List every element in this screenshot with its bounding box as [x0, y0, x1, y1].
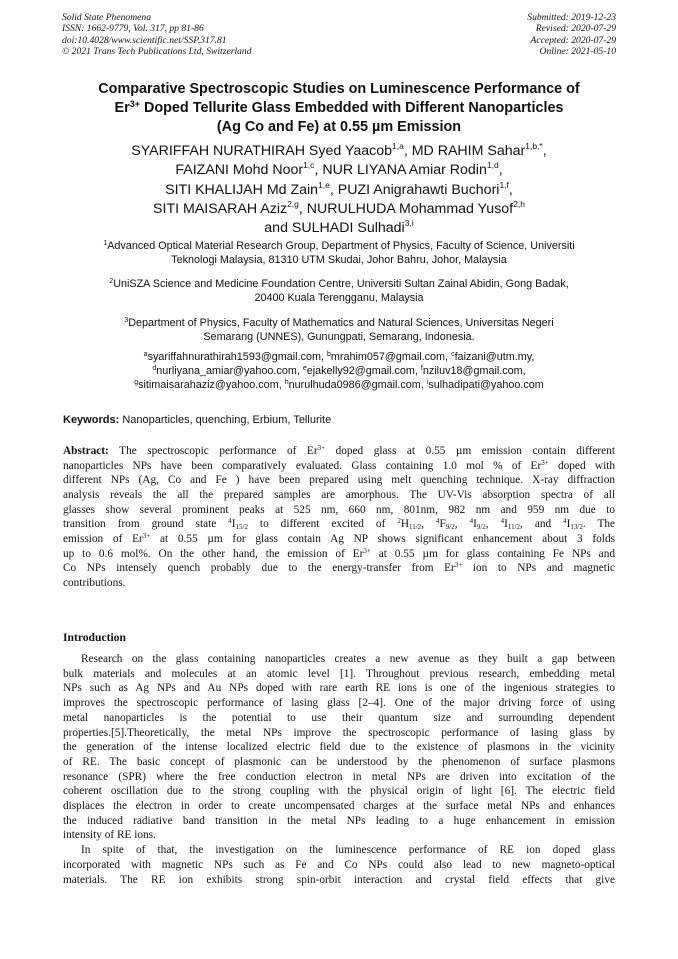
intro-line: Research on the glass containing nanoparticles creates a new avenue as they built a gap between: [81, 653, 615, 665]
author-name: SYARIFFAH NURATHIRAH Syed Yaacob: [131, 143, 392, 159]
affiliation-text: UniSZA Science and Medicine Foundation Centre, Universiti Sultan Zainal Abidin, Gong Badak,: [113, 278, 569, 290]
author-affiliation: 2,g: [287, 198, 299, 209]
abstract-line: [63, 459, 615, 474]
author-and: and: [264, 220, 292, 237]
abstract-line: contributions.: [63, 576, 126, 589]
email-link[interactable]: sulhadipati@yahoo.com: [428, 379, 544, 392]
title-line-2: [40, 99, 638, 118]
ion-charge: 3+: [363, 546, 371, 555]
abstract-line: [63, 547, 615, 562]
author-line-2: [40, 161, 638, 180]
affiliation-text: Department of Physics, Faculty of Mathematics and Natural Sciences, Universitas Negeri: [128, 317, 554, 329]
journal-name: Solid State Phenomena: [62, 12, 151, 23]
ion-charge: 3+: [541, 458, 549, 467]
abstract-text: ,: [421, 518, 436, 531]
affiliation-number: 1: [103, 240, 108, 247]
keywords-label: Keywords:: [63, 414, 120, 426]
affiliation-line: Teknologi Malaysia, 81310 UTM Skudai, Johor Bahru, Johor, Malaysia: [171, 254, 507, 267]
abstract-line: [63, 444, 615, 459]
affiliation-number: 2: [109, 278, 114, 285]
affiliation-line: Semarang (UNNES), Gunungpati, Semarang, Indonesia.: [203, 331, 475, 344]
title-mu: µ: [372, 119, 381, 135]
intro-line: coherent oscillation due to the strong coupling with the physical origin of light [6]. The electric field: [63, 785, 615, 798]
affiliation-3: [40, 316, 638, 344]
email-key: d: [152, 365, 157, 373]
intro-line: of RE. The basic concept of plasmonic can be understood by the phenomenon of surface plasmons: [63, 755, 615, 768]
author-line-1: [40, 142, 638, 161]
author-name: MD RAHIM Sahar: [411, 143, 526, 159]
section-heading-introduction: Introduction: [63, 631, 126, 644]
author-affiliation: 1,c: [303, 160, 315, 171]
abstract-text: ion to NPs and magnetic: [462, 562, 615, 575]
ion-charge: 3+: [317, 444, 326, 452]
term-multiplicity: 4: [436, 517, 440, 526]
submission-dates: [527, 12, 616, 57]
ion-charge: 3+: [454, 561, 463, 570]
author-separator: ,: [508, 181, 513, 198]
abstract-text: at 0.55: [370, 547, 423, 560]
email-key: a: [143, 351, 148, 358]
term-multiplicity: 4: [563, 517, 567, 526]
journal-doi[interactable]: doi:10.4028/www.scientific.net/SSP.317.81: [62, 34, 227, 46]
affiliation-2: [40, 277, 638, 305]
date-revised: Revised: 2020-07-29: [535, 23, 616, 35]
author-separator: ,: [314, 162, 323, 179]
abstract-text: m for glass contain Ag NP shows significant enhancement about 3 folds: [213, 532, 615, 545]
abstract-line: glasses show several prominent peaks at 525 nm, 660 nm, 801nm, 982 nm and 959 nm due to: [63, 503, 615, 516]
term-symbol: I: [231, 518, 236, 531]
abstract-text: doped glass at 0.55: [325, 445, 456, 457]
abstract-text: nanoparticles NPs have been comparatively evaluated. Glass containing 1.0 mol % of Er: [63, 459, 542, 472]
abstract-text: The spectroscopic performance of Er: [119, 445, 318, 457]
intro-line: NPs such as Ag NPs and Au NPs doped with rare earth RE ions is one of the ingenious strategies to: [63, 682, 615, 695]
term-symbol: I: [504, 518, 508, 531]
term-j: 15/2: [235, 523, 248, 532]
author-line-3: [40, 181, 638, 200]
affiliation-line: [40, 277, 638, 291]
abstract-label: Abstract:: [63, 445, 109, 457]
email-link[interactable]: sitimaisarahaziz@yahoo.com: [138, 379, 279, 392]
author-separator: ,: [329, 181, 338, 198]
abstract: [63, 444, 615, 591]
term-symbol: F: [439, 518, 446, 531]
term-j: 11/2: [409, 523, 422, 532]
author-name: NURULHUDA Mohammad Yusof: [306, 200, 514, 217]
abstract-text: ,: [485, 518, 501, 531]
affiliation-1: [40, 239, 638, 267]
intro-line: the generation of the intense localized electric field due to the existence of plasmons in the vicinity: [63, 741, 615, 754]
mu-symbol: µ: [422, 547, 429, 560]
author-separator: ,: [542, 143, 547, 159]
abstract-line: [63, 517, 615, 532]
email-line-1: $^a$syariffahnurathirah1593@gmail.com, $^b$mrahim057@gmail.com, $^c$faizani@utm.my,: [143, 351, 535, 363]
email-key: c: [451, 351, 455, 358]
term-j: 9/2: [476, 523, 486, 532]
author-affiliation: 2,h: [513, 198, 525, 209]
author-affiliation: 1,b,*: [525, 141, 543, 151]
email-list: [40, 350, 638, 393]
author-affiliation: 1,e: [318, 179, 330, 190]
email-link[interactable]: ejakelly92@gmail.com: [306, 365, 415, 378]
email-link[interactable]: faizani@utm.my: [454, 351, 532, 363]
email-line-3: $^g$sitimaisarahaziz@yahoo.com, $^h$nurulhuda0986@gmail.com, $^i$sulhadipati@yahoo.com: [134, 379, 544, 392]
intro-line: intensity of RE ions.: [63, 829, 156, 842]
abstract-text: ,: [454, 518, 470, 531]
email-key: g: [134, 379, 139, 387]
intro-line: bulk materials and molecules at an atomic level [1]. Throughout previous research, embedding metal: [63, 667, 615, 680]
abstract-line: analysis reveals the all the prepared samples are amorphous. The UV-Vis absorption spectra of all: [63, 488, 615, 501]
intro-line: materials. The RE ion exhibits strong spin-orbit interaction and crystal field effects that give: [63, 873, 615, 886]
abstract-text: to different excited of: [247, 518, 398, 531]
date-online: Online: 2021-05-10: [539, 45, 616, 57]
term-multiplicity: 4: [228, 517, 232, 526]
affiliation-line: [40, 316, 638, 330]
intro-line: resonance (SPR) where the free conduction electron in metal NPs are driven into excitation of the: [63, 770, 615, 783]
keywords-text: Nanoparticles, quenching, Erbium, Tellurite: [122, 414, 332, 426]
term-j: 11/2: [507, 523, 521, 532]
ion-charge: 3+: [142, 531, 151, 540]
email-key: i: [426, 379, 429, 387]
title-ion: Er: [114, 100, 130, 116]
author-separator: ,: [403, 143, 412, 159]
intro-line: improves the spectroscopic performance of lasing glass [2–4]. One of the major driving force of using: [63, 697, 615, 710]
email-link[interactable]: nurulhuda0986@gmail.com: [288, 379, 421, 392]
term-symbol: H: [400, 518, 409, 531]
email-link[interactable]: syariffahnurathirah1593@gmail.com: [147, 351, 321, 363]
term-multiplicity: 4: [469, 517, 474, 526]
author-affiliation: 1,a: [392, 141, 404, 151]
date-submitted: Submitted: 2019-12-23: [527, 12, 616, 23]
email-link[interactable]: nurliyana_amiar@yahoo.com: [156, 365, 297, 378]
affiliation-text: Advanced Optical Material Research Group, Department of Physics, Faculty of Science, Universiti: [107, 240, 575, 252]
term-symbol: I: [566, 518, 571, 531]
term-j: 9/2: [445, 523, 455, 532]
title-ion-charge: 3+: [129, 99, 140, 109]
intro-line: properties.[5].Theoretically, the metal NPs improve the spectroscopic performance of lasing glass by: [63, 726, 615, 739]
author-name: PUZI Anigrahawti Buchori: [337, 181, 500, 198]
title-line-1: Comparative Spectroscopic Studies on Luminescence Performance of: [98, 81, 580, 97]
author-separator: ,: [298, 200, 307, 217]
affiliation-line: 20400 Kuala Terengganu, Malaysia: [254, 292, 424, 305]
email-key: b: [326, 351, 331, 358]
term-j: 13/2: [570, 523, 583, 532]
date-accepted: Accepted: 2020-07-29: [530, 34, 616, 46]
author-separator: ,: [498, 162, 503, 179]
author-affiliation: 3,i: [404, 218, 414, 229]
abstract-text: m for glass containing Fe NPs and: [428, 547, 615, 560]
intro-line: the induced radiative band transition in the metal NPs leading to a huge enhancement in emission: [63, 814, 615, 827]
abstract-text: , and: [520, 518, 564, 531]
affiliation-number: 3: [124, 317, 129, 324]
title-line-3-b: m Emission: [380, 119, 462, 135]
email-key: h: [284, 379, 289, 387]
email-link[interactable]: mrahim057@gmail.com: [330, 351, 446, 363]
affiliation-line: [40, 239, 638, 253]
author-name: NUR LIYANA Amiar Rodin: [322, 162, 487, 179]
abstract-text: transition from ground state: [63, 518, 229, 531]
title-line-2-text: Doped Tellurite Glass Embedded with Different Nanoparticles: [139, 100, 564, 116]
abstract-text: . The: [582, 518, 616, 531]
abstract-text: up to 0.6 mol%. On the other hand, the emission of Er: [63, 547, 364, 560]
term-multiplicity: 4: [500, 517, 505, 526]
author-line-4: [40, 200, 638, 219]
abstract-text: Co NPs intensely quench probably due to the energy-transfer from Er: [63, 562, 455, 575]
author-list: [40, 142, 638, 238]
email-line-2: $^d$nurliyana_amiar@yahoo.com, $^e$ejakelly92@gmail.com, $^f$nziluv18@gmail.com,: [152, 365, 526, 378]
abstract-line: different NPs (Ag, Co and Fe ) have been prepared using melt quenching technique. X-ray diffraction: [63, 474, 615, 487]
journal-copyright: © 2021 Trans Tech Publications Ltd, Switzerland: [62, 45, 252, 57]
title-line-3: [40, 118, 638, 137]
journal-info: [62, 12, 252, 57]
author-affiliation: 1,d: [486, 160, 499, 171]
term-multiplicity: 2: [397, 517, 401, 526]
author-line-5: [40, 219, 638, 238]
abstract-text: at 0.55: [150, 532, 208, 545]
keywords: [63, 414, 331, 426]
author-name: SITI KHALIJAH Md Zain: [165, 181, 319, 198]
abstract-line: [63, 561, 615, 576]
abstract-text: emission of Er: [63, 532, 143, 545]
mu-symbol: µ: [207, 532, 214, 545]
email-link[interactable]: nziluv18@gmail.com: [422, 365, 523, 378]
title-line-3-a: (Ag Co and Fe) at 0.55: [216, 119, 373, 135]
abstract-line: [63, 532, 615, 547]
intro-line: metal nanoparticles is the potential to use their quantum size and surrounding dependent: [63, 711, 615, 724]
introduction-body: [63, 652, 615, 887]
abstract-text: doped with: [548, 459, 615, 472]
author-name: SULHADI Sulhadi: [291, 220, 405, 237]
intro-line: In spite of that, the investigation on the luminescence performance of RE ion doped glass: [81, 844, 615, 857]
intro-line: displaces the electron in order to create uncompensated charges at the surface metal NPs and enhances: [63, 800, 615, 813]
author-name: FAIZANI Mohd Noor: [175, 162, 304, 179]
abstract-text: m emission contain different: [462, 445, 615, 457]
paper-title: [40, 80, 638, 137]
author-name: SITI MAISARAH Aziz: [153, 200, 288, 217]
intro-line: incorporated with magnetic NPs such as Fe and Co NPs could also lead to new magneto-optical: [63, 858, 615, 871]
email-key: e: [302, 365, 307, 373]
journal-issn: ISSN: 1662-9779, Vol. 317, pp 81-86: [62, 23, 204, 35]
email-key: f: [420, 365, 423, 373]
mu-symbol: µ: [455, 445, 463, 457]
author-affiliation: 1,f: [499, 179, 509, 190]
term-symbol: I: [473, 518, 477, 531]
